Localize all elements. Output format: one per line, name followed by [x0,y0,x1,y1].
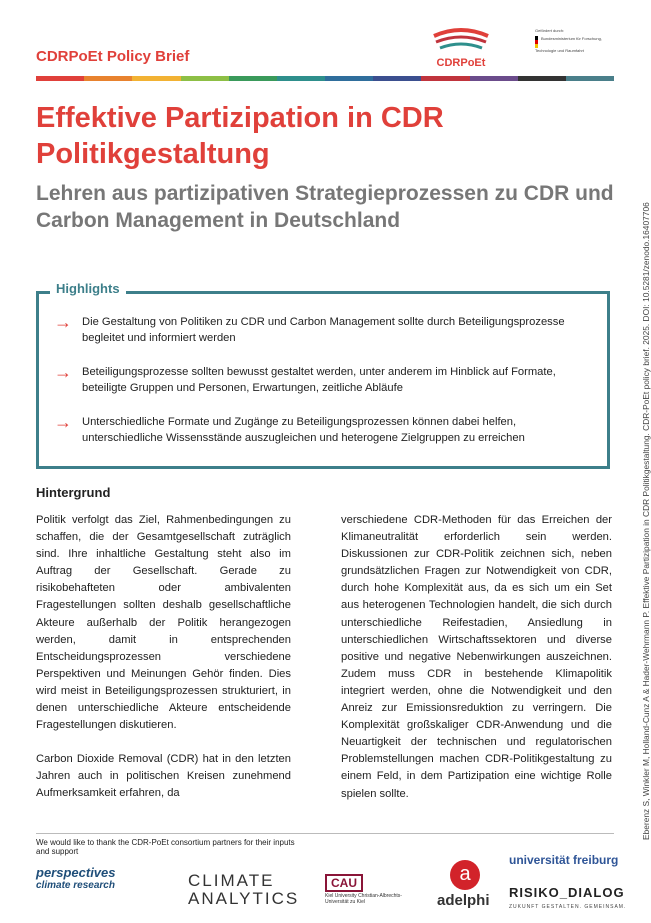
highlight-text: Beteiligungsprozesse sollten bewusst gestaltet werden, unter anderem im Hinblick auf Formate, beteiligte Gruppen und Personen, Erwartungen, zeitliche Abläufe [82,366,556,394]
highlight-item [54,364,594,396]
arrow-right-icon: → [54,312,72,332]
partner-subname: climate research [36,880,115,891]
cdrpoet-logo [430,24,492,69]
german-flag-icon [535,36,538,48]
text-column-right [341,512,612,803]
footer-divider [36,833,614,834]
text-column-left [36,512,291,803]
color-stripe [36,76,614,81]
section-heading: Hintergrund [36,485,111,500]
highlight-text: Die Gestaltung von Politiken zu CDR und Carbon Management sollte durch Beteiligungsprozesse begleitet und informiert werden [82,316,565,344]
partner-subname: Kiel University Christian-Albrechts-Universität zu Kiel [325,893,402,905]
stripe-segment [132,76,180,81]
funder-name: Bundesministerium für Forschung, Technologie und Raumfahrt [535,36,602,53]
stripe-segment [373,76,421,81]
partner-subname: ZUKUNFT GESTALTEN. GEMEINSAM. [509,904,627,910]
adelphi-mark-icon: a [450,860,480,890]
side-citation [627,160,651,840]
highlight-item [54,314,594,346]
page-title: Effektive Partizipation in CDR Politikgestaltung [36,102,444,170]
brief-label: CDRPoEt Policy Brief [36,48,190,65]
partner-logo-cau: CAU [325,874,363,892]
funder-logo [535,28,605,53]
citation-text: Eberenz S, Winkler M, Holland-Cunz A & Hader-Wehrmann P. Effektive Partizipation in CDR Politikgestaltung. CDR-PoEt policy brief. 2025. DOI: 10.5281/zenodo.16407706 [641,202,651,840]
partner-logo-climate-analytics: CLIMATE ANALYTICS [188,871,300,908]
stripe-segment [470,76,518,81]
stripe-segment [229,76,277,81]
partner-name: perspectives [36,865,116,880]
stripe-segment [518,76,566,81]
highlight-text: Unterschiedliche Formate und Zugänge zu Beteiligungsprozessen können dabei helfen, unterschiedliche Wissensstände auszugleichen und heterogene Zielgruppen zu erreichen [82,416,525,444]
stripe-segment [566,76,614,81]
arrow-right-icon: → [54,362,72,382]
partner-logo-perspectives [36,866,116,892]
cdrpoet-logo-icon [430,24,492,50]
partner-logo-adelphi: adelphi [437,892,490,909]
partner-logo-risiko-dialog: RISIKO_DIALOG [509,885,625,900]
stripe-segment [36,76,84,81]
stripe-segment [84,76,132,81]
stripe-segment [181,76,229,81]
partner-logo-uni-freiburg: universität freiburg [509,853,619,867]
stripe-segment [277,76,325,81]
paragraph: Carbon Dioxide Removal (CDR) hat in den letzten Jahren auch in politischen Kreisen zunehmend Aufmerksamkeit erfahren, da [36,753,291,800]
stripe-segment [421,76,469,81]
paragraph: Politik verfolgt das Ziel, Rahmenbedingungen zu schaffen, die der Gesamtgesellschaft zuträglich sind. Ihre inhaltliche Gestaltung steht also im Auftrag der Gesellschaft. Gerade zu risikobehafteten oder ambivalenten Fragestellungen sollten deshalb gesellschaftliche Akteure außerhalb der Politik herangezogen werden, damit in entsprechenden Entscheidungsprozessen verschiedene Perspektiven und Meinungen Gehör finden. Dies wird meist in Beteiligungsprozessen strukturiert, in denen unterschiedliche Akteure entscheidende Fragestellungen diskutieren. [36,514,291,732]
highlight-item [54,414,594,446]
acknowledgement: We would like to thank the CDR-PoEt consortium partners for their inputs and support [36,838,295,856]
arrow-right-icon: → [54,412,72,432]
funder-label: Gefördert durch: [535,28,565,33]
paragraph: verschiedene CDR-Methoden für das Erreichen der Klimaneutralität erforderlich sein werden. Diskussionen zur CDR-Politik zeichnen sich, neben grundsätzlichen Fragen zur Notwendigkeit von CDR, durch hohe Komplexität aus, da es sich um ein Set aus heterogenen Technologien handelt, die sich durch unterschiedliche Reifestadien, Ansiedlung in unterschiedlichen Wirtschaftssektoren und diverse positive und negative Nebenwirkungen auszeichnen. Zudem muss CDR in bestehende Klimapolitik integriert werden, ohne die Notwendigkeit und den Anreiz zur Emissionsreduktion zu verringern. Die Komplexität großskaliger CDR-Anwendung und die Neuartigkeit der technischen und regulatorischen Problemstellungen machen CDR-Politikgestaltung zu einem Feld, in dem Partizipation eine wichtige Rolle spielen sollte. [341,514,612,800]
stripe-segment [325,76,373,81]
logo-text: CDRPoEt [436,57,486,69]
page-subtitle: Lehren aus partizipativen Strategieprozessen zu CDR und Carbon Management in Deutschland [36,182,614,232]
highlights-label: Highlights [50,281,126,296]
